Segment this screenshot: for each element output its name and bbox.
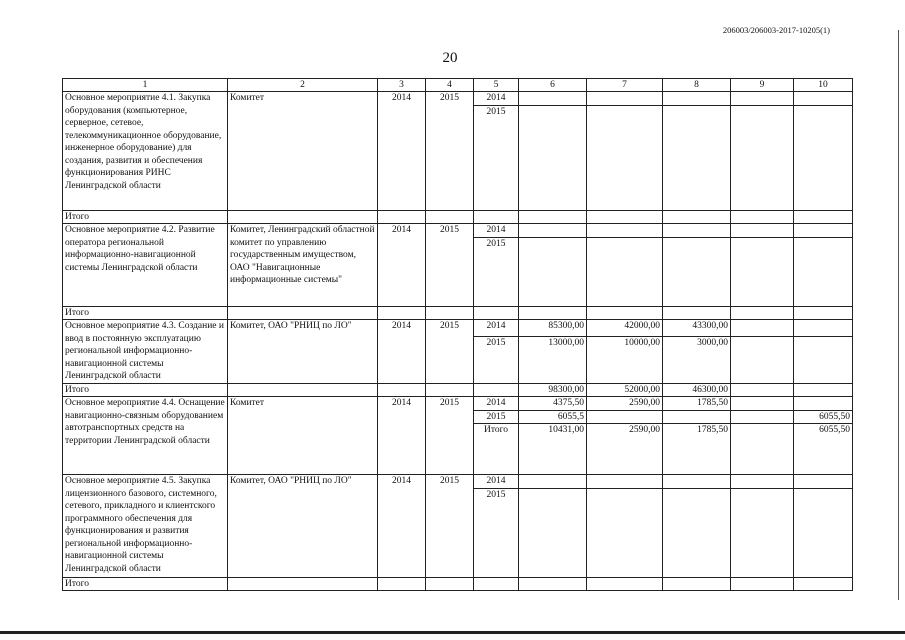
col-header: 9 (731, 79, 794, 92)
total-label: Итого (63, 210, 228, 224)
value-cell: 10431,00 (519, 424, 587, 475)
total-row (63, 210, 853, 224)
value-cell: 1785,50 (663, 424, 731, 475)
year-cell: 2014 (474, 224, 519, 238)
total-label: Итого (63, 306, 228, 320)
col-header: 3 (378, 79, 426, 92)
value-cell: 52000,00 (587, 383, 663, 397)
start-year: 2014 (378, 475, 426, 578)
activity-name: Основное мероприятие 4.2. Развитие оператора региональной информационно-навигационной системы Ленинградской области (63, 224, 228, 307)
year-cell: 2014 (474, 92, 519, 106)
col-header: 10 (794, 79, 853, 92)
year-cell: 2015 (474, 336, 519, 383)
activity-executor: Комитет, ОАО "РНИЦ по ЛО" (228, 475, 378, 578)
year-cell: 2014 (474, 475, 519, 489)
value-cell: 1785,50 (663, 397, 731, 411)
activity-name: Основное мероприятие 4.5. Закупка лицензионного базового, системного, сетевого, прикладного и клиентского программного обеспечения для функционирования и развития региональной информационно-навигационной системы Ленинградской области (63, 475, 228, 578)
end-year: 2015 (426, 475, 474, 578)
start-year: 2014 (378, 320, 426, 384)
col-header: 5 (474, 79, 519, 92)
end-year: 2015 (426, 92, 474, 211)
total-row (63, 306, 853, 320)
activity-name: Основное мероприятие 4.1. Закупка оборудования (компьютерное, серверное, сетевое, телекоммуникационное оборудование, инженерное оборудование) для создания, развития и обеспечения функционирования РИНС Ленинградской области (63, 92, 228, 211)
end-year: 2015 (426, 397, 474, 475)
value-cell: 6055,50 (794, 410, 853, 424)
year-cell: 2014 (474, 320, 519, 337)
total-row (63, 577, 853, 591)
document-id: 206003/206003-2017-10205(1) (722, 25, 830, 35)
col-header: 7 (587, 79, 663, 92)
start-year: 2014 (378, 224, 426, 307)
activity-executor: Комитет, Ленинградский областной комитет по управлению государственным имуществом, ОАО "Навигационные информационные системы" (228, 224, 378, 307)
year-cell: 2014 (474, 397, 519, 411)
col-header: 6 (519, 79, 587, 92)
col-header: 8 (663, 79, 731, 92)
value-cell: 46300,00 (663, 383, 731, 397)
col-header: 1 (63, 79, 228, 92)
year-cell: 2015 (474, 488, 519, 577)
table-row (63, 92, 853, 106)
value-cell: 2590,00 (587, 397, 663, 411)
value-cell: 43300,00 (663, 320, 731, 337)
page-number: 20 (442, 50, 458, 66)
value-cell: 3000,00 (663, 336, 731, 383)
table-row (63, 320, 853, 337)
year-cell: 2015 (474, 237, 519, 306)
value-cell: 4375,50 (519, 397, 587, 411)
table-row (63, 475, 853, 489)
start-year: 2014 (378, 92, 426, 211)
total-label: Итого (63, 577, 228, 591)
end-year: 2015 (426, 320, 474, 384)
activity-name: Основное мероприятие 4.3. Создание и ввод в постоянную эксплуатацию региональной информационно-навигационной системы Ленинградской области (63, 320, 228, 384)
scan-edge-bottom (0, 631, 905, 634)
table-row (63, 397, 853, 411)
total-row (63, 383, 853, 397)
activity-executor: Комитет (228, 92, 378, 211)
value-cell: 6055,50 (794, 424, 853, 475)
col-header: 2 (228, 79, 378, 92)
year-cell: 2015 (474, 410, 519, 424)
activity-name: Основное мероприятие 4.4. Оснащение навигационно-связным оборудованием автотранспортных средств на территории Ленинградской области (63, 397, 228, 475)
value-cell: 6055,5 (519, 410, 587, 424)
total-label: Итого (474, 424, 519, 475)
activity-executor: Комитет, ОАО "РНИЦ по ЛО" (228, 320, 378, 384)
value-cell: 13000,00 (519, 336, 587, 383)
table-row (63, 224, 853, 238)
total-label: Итого (63, 383, 228, 397)
end-year: 2015 (426, 224, 474, 307)
value-cell: 98300,00 (519, 383, 587, 397)
value-cell: 10000,00 (587, 336, 663, 383)
col-header: 4 (426, 79, 474, 92)
value-cell: 42000,00 (587, 320, 663, 337)
header-row (63, 79, 853, 92)
year-cell: 2015 (474, 105, 519, 210)
scan-edge-right (898, 30, 899, 600)
budget-table (62, 78, 853, 591)
start-year: 2014 (378, 397, 426, 475)
activity-executor: Комитет (228, 397, 378, 475)
value-cell: 85300,00 (519, 320, 587, 337)
value-cell: 2590,00 (587, 424, 663, 475)
